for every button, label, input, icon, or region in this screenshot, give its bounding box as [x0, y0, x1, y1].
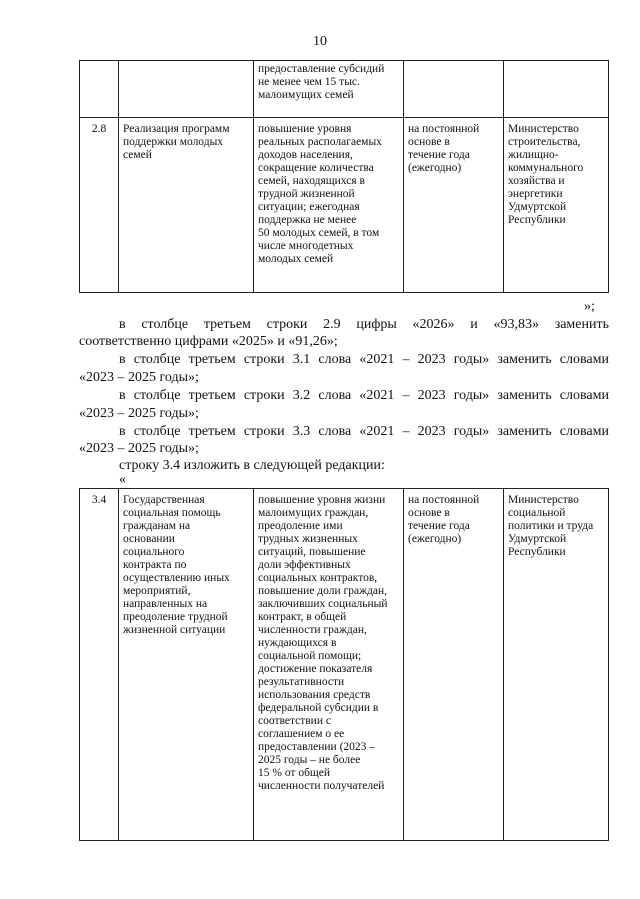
cell-executor: Министерство социальной политики и труда Удмуртской Республики — [504, 489, 609, 841]
cell-num: 3.4 — [80, 489, 119, 841]
table-row — [80, 61, 609, 118]
paragraph-line: в столбце третьем строки 2.9 цифры «2026» и «93,83» заменить — [119, 317, 609, 332]
opening-quote: « — [119, 472, 126, 487]
paragraph-line: в столбце третьем строки 3.3 слова «2021 – 2023 годы» заменить словами — [119, 424, 609, 439]
cell-name — [119, 61, 254, 118]
cell-num — [80, 61, 119, 118]
paragraph-line: «2023 – 2025 годы»; — [79, 441, 199, 456]
table-bottom — [79, 488, 609, 841]
cell-term: на постоянной основе в течение года (ежегодно) — [404, 118, 504, 293]
cell-executor: Министерство строительства, жилищно- коммунального хозяйства и энергетики Удмуртской Республики — [504, 118, 609, 293]
closing-quote: »; — [584, 299, 595, 314]
cell-name: Реализация программ поддержки молодых семей — [119, 118, 254, 293]
table-top — [79, 60, 609, 293]
paragraph-line: соответственно цифрами «2025» и «91,26»; — [79, 334, 338, 349]
paragraph-line: в столбце третьем строки 3.2 слова «2021 – 2023 годы» заменить словами — [119, 388, 609, 403]
cell-term — [404, 61, 504, 118]
paragraph-line: строку 3.4 изложить в следующей редакции: — [119, 458, 385, 473]
paragraph-line: «2023 – 2025 годы»; — [79, 370, 199, 385]
cell-num: 2.8 — [80, 118, 119, 293]
paragraph-line: «2023 – 2025 годы»; — [79, 406, 199, 421]
cell-result: повышение уровня реальных располагаемых доходов населения, сокращение количества семей, находящихся в трудной жизненной ситуации; ежегодная поддержка не менее 50 молодых семей, в том числе многодетных молодых семей — [254, 118, 404, 293]
table-row — [80, 118, 609, 293]
cell-term: на постоянной основе в течение года (ежегодно) — [404, 489, 504, 841]
cell-executor — [504, 61, 609, 118]
cell-result: повышение уровня жизни малоимущих граждан, преодоление ими трудных жизненных ситуаций, повышение доли эффективных социальных контрактов, повышение доли граждан, заключивших социальный контракт, в общей численности граждан, нуждающихся в социальной помощи; достижение показателя результативности использования средств федеральной субсидии в соответствии с соглашением о ее предоставлении (2023 – 2025 годы – не более 15 % от общей численности получателей — [254, 489, 404, 841]
page-number: 10 — [313, 34, 327, 49]
paragraph-line: в столбце третьем строки 3.1 слова «2021 – 2023 годы» заменить словами — [119, 352, 609, 367]
table-row — [80, 489, 609, 841]
cell-name: Государственная социальная помощь гражданам на основании социального контракта по осуществлению иных мероприятий, направленных на преодоление трудной жизненной ситуации — [119, 489, 254, 841]
cell-result: предоставление субсидий не менее чем 15 тыс. малоимущих семей — [254, 61, 404, 118]
